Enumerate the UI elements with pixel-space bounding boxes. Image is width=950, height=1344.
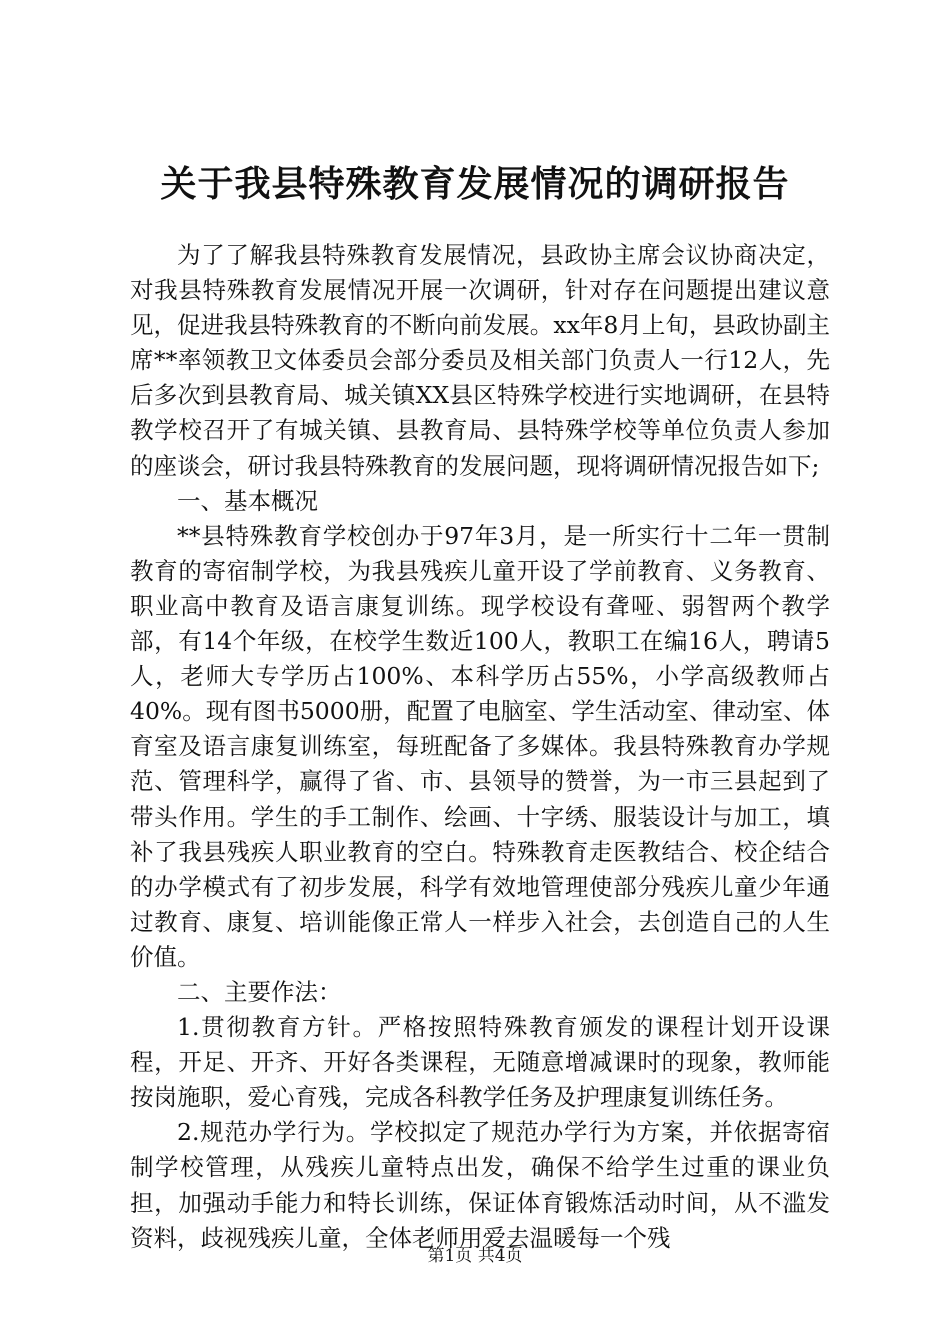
- document-title: 关于我县特殊教育发展情况的调研报告: [160, 163, 790, 205]
- document-body: [130, 238, 830, 1256]
- practice-paragraph-2: 2.规范办学行为。学校拟定了规范办学行为方案，并依据寄宿制学校管理，从残疾儿童特点出发，确保不给学生过重的课业负担，加强动手能力和特长训练，保证体育锻炼活动时间，从不滥发资料，歧视残疾儿童，全体老师用爱去温暖每一个残: [130, 1118, 830, 1252]
- page-number-footer: 第1页 共4页: [427, 1246, 523, 1266]
- section-heading-overview: 一、基本概况: [177, 486, 318, 515]
- overview-paragraph: **县特殊教育学校创办于97年3月，是一所实行十二年一贯制教育的寄宿制学校，为我县残疾儿童开设了学前教育、义务教育、职业高中教育及语言康复训练。现学校设有聋哑、弱智两个教学部，有14个年级，在校学生数近100人，教职工在编16人，聘请5人，老师大专学历占100%、本科学历占55%，小学高级教师占40%。现有图书5000册，配置了电脑室、学生活动室、律动室、体育室及语言康复训练室，每班配备了多媒体。我县特殊教育办学规范、管理科学，赢得了省、市、县领导的赞誉，为一市三县起到了带头作用。学生的手工制作、绘画、十字绣、服装设计与加工，填补了我县残疾人职业教育的空白。特殊教育走医教结合、校企结合的办学模式有了初步发展，科学有效地管理使部分残疾儿童少年通过教育、康复、培训能像正常人一样步入社会，去创造自己的人生价值。: [130, 521, 830, 971]
- section-heading-practices: 二、主要作法：: [177, 977, 342, 1006]
- intro-paragraph: 为了了解我县特殊教育发展情况，县政协主席会议协商决定，对我县特殊教育发展情况开展一次调研，针对存在问题提出建议意见，促进我县特殊教育的不断向前发展。xx年8月上旬，县政协副主席**率领教卫文体委员会部分委员及相关部门负责人一行12人，先后多次到县教育局、城关镇XX县区特殊学校进行实地调研，在县特教学校召开了有城关镇、县教育局、县特殊学校等单位负责人参加的座谈会，研讨我县特殊教育的发展问题，现将调研情况报告如下;: [130, 241, 830, 480]
- practice-paragraph-1: 1.贯彻教育方针。严格按照特殊教育颁发的课程计划开设课程，开足、开齐、开好各类课程，无随意增减课时的现象，教师能按岗施职，爱心育残，完成各科教学任务及护理康复训练任务。: [130, 1013, 830, 1112]
